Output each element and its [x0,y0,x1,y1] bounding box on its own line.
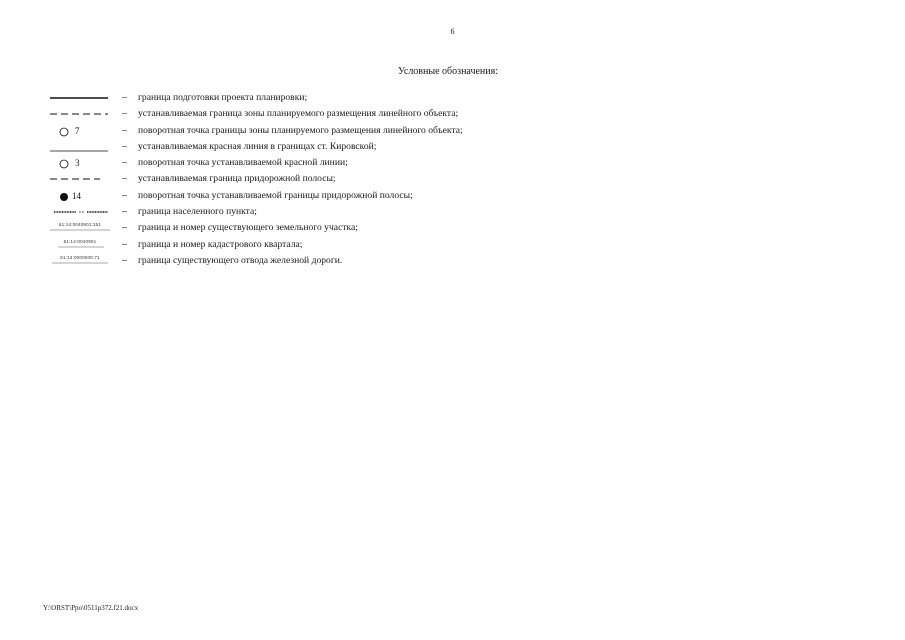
legend-description: устанавливаемая красная линия в границах ст. Кировской; [138,140,377,152]
legend-description: граница и номер кадастрового квартала; [138,238,303,250]
point-number-label: 3 [75,158,80,169]
solid-thick-line-symbol [50,92,110,108]
legend-dash: – [122,92,127,103]
legend-item [40,108,640,124]
legend-description: граница подготовки проекта планировки; [138,92,308,103]
legend-description: поворотная точка устанавливаемой красной линии; [138,157,348,169]
cadastral-quarter-boundary-symbol [50,239,110,255]
settlement-boundary-symbol [50,206,110,222]
dashed-line-symbol [50,108,110,124]
legend-dash: – [122,222,127,234]
legend-title: Условные обозначения: [398,66,499,77]
point-number-label: 7 [75,125,80,136]
cadastral-number-label: 61:14:0040901:251 [58,222,102,228]
legend-item [40,222,640,238]
legend-dash: – [122,173,127,185]
legend-item [40,173,640,189]
page-number: 6 [450,27,455,36]
open-circle-symbol [50,125,110,141]
legend-item [40,92,640,108]
legend-description: граница населенного пункта; [138,206,257,218]
legend-description: поворотная точка границы зоны планируемого размещения линейного объекта; [138,124,463,136]
legend-description: граница существующего отвода железной дороги. [138,254,343,266]
legend-description: устанавливаемая граница зоны планируемого размещения линейного объекта; [138,108,459,120]
cadastral-number-label: 61:14:0000000:71 [60,254,100,260]
solid-thin-line-symbol [50,141,110,157]
legend-item [40,255,640,271]
legend-dash: – [122,140,127,152]
point-number-label: 14 [72,190,81,201]
legend-dash: – [122,254,127,266]
land-plot-boundary-symbol [50,222,110,238]
legend-description: граница и номер существующего земельного участка; [138,222,358,234]
legend-item [40,239,640,255]
legend-dash: – [122,189,127,201]
open-circle-symbol [50,157,110,173]
legend-dash: – [122,124,127,136]
legend-item [40,206,640,222]
legend-description: поворотная точка устанавливаемой границы придорожной полосы; [138,189,413,201]
dashed-line-symbol [50,173,110,189]
legend-dash: – [122,157,127,169]
cadastral-number-label: 61:14:0040901 [63,238,97,244]
legend-item [40,141,640,157]
legend-dash: – [122,206,127,218]
legend-dash: – [122,108,127,120]
file-path-footer: Y:\ORST\Ppo\0511p372.f21.docx [43,604,139,612]
legend-item [40,190,640,206]
legend-description: устанавливаемая граница придорожной полосы; [138,173,336,185]
legend [40,92,640,271]
legend-item [40,157,640,173]
filled-circle-symbol [50,190,110,206]
legend-item [40,125,640,141]
railway-allotment-boundary-symbol [50,255,110,271]
legend-dash: – [122,238,127,250]
